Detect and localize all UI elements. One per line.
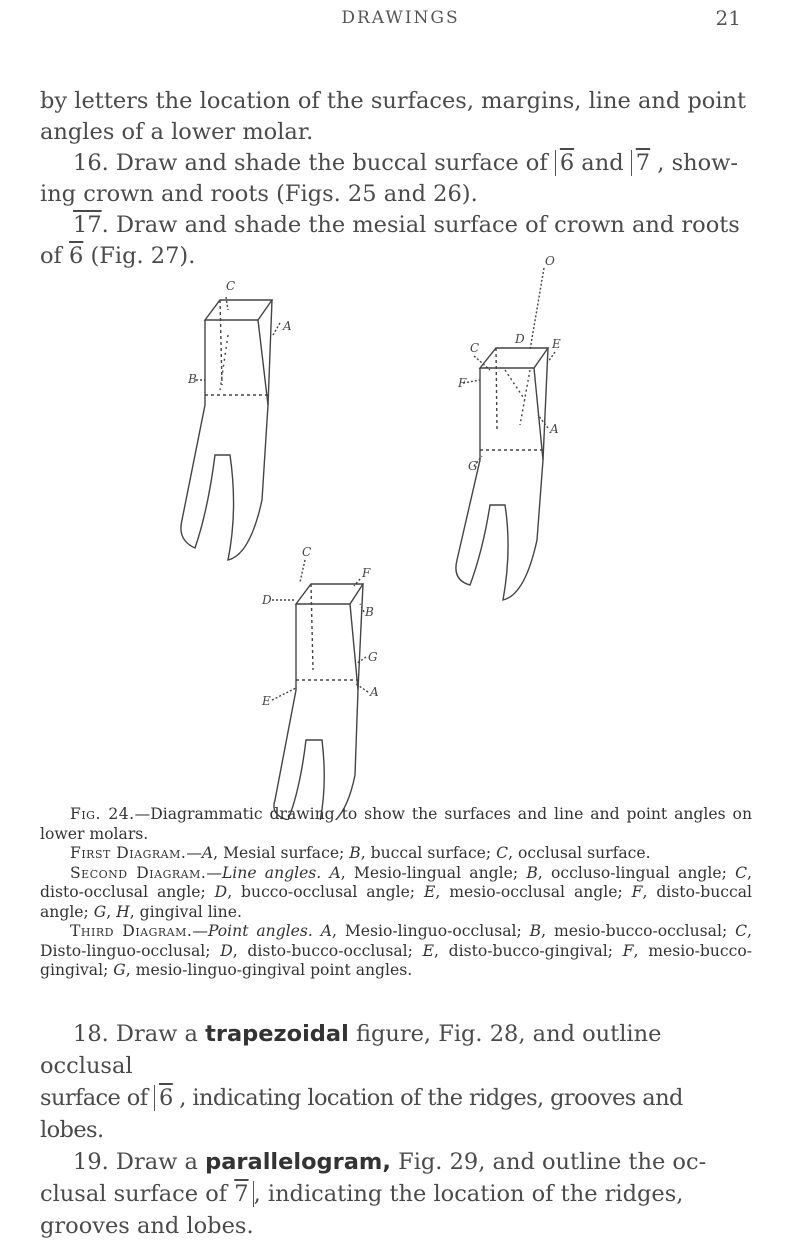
bold-term: trapezoidal (205, 1021, 349, 1047)
caption-lead (40, 805, 752, 844)
caption-text: —Diagrammatic drawing to show the surfaces and line and point angles on lower molars. (40, 805, 752, 843)
caption-text: , (106, 902, 117, 921)
d2-label-o: O (545, 254, 555, 268)
caption-text: , Mesial surface; (213, 844, 350, 862)
lower-paragraphs (40, 1018, 752, 1242)
caption-title: Third Diagram. (70, 922, 193, 940)
caption-letter: B (526, 863, 538, 882)
d2-occlusal-outline (480, 348, 548, 368)
caption-text: — (206, 863, 222, 882)
caption-letter: D (220, 941, 233, 960)
caption-letter: D (214, 883, 228, 901)
text-line (40, 1178, 683, 1210)
tooth-number: 7 (234, 1181, 253, 1207)
caption-text: , disto-occlusal angle; (40, 863, 752, 901)
d3-occlusal-outline (296, 584, 363, 604)
caption-letter: G (113, 961, 126, 979)
text-run: , show- (650, 150, 739, 176)
diagram-2-line-angles (456, 254, 561, 600)
caption-text: , mesio-bucco-occlusal; (541, 922, 736, 940)
text-run: 18. Draw a (73, 1021, 206, 1047)
caption-letter: E (422, 941, 434, 960)
caption-text: , bucco-occlusal angle; (227, 883, 424, 901)
caption-text: , mesio-linguo-gingival point angles. (125, 961, 413, 979)
diagram-3-point-angles (261, 545, 379, 820)
text-run: figure, Fig. 28, and outline occlusal (40, 1021, 662, 1079)
text-line: ing crown and roots (Figs. 25 and 26). (40, 181, 478, 207)
caption-subtitle: Point angles. (207, 922, 313, 940)
caption-second-diagram (40, 864, 752, 923)
caption-text: , mesio-occlusal angle; (435, 883, 632, 901)
d3-label-g: G (368, 650, 378, 664)
caption-text: , Disto-linguo-occlusal; (40, 922, 752, 960)
figure-caption (40, 805, 752, 981)
caption-letter: F (631, 883, 643, 901)
paragraph-number: 17 (73, 212, 102, 238)
text-line: grooves and lobes. (40, 1213, 254, 1239)
d3-label-f: F (362, 566, 371, 580)
text-run: and (574, 150, 631, 176)
tooth-number: 7 (631, 150, 650, 176)
caption-letter: A (201, 844, 214, 862)
d1-label-right: A (283, 319, 292, 333)
d3-label-d: D (262, 593, 272, 607)
d1-label-left: B (188, 372, 197, 386)
text-run: surface of (40, 1085, 155, 1111)
d3-label-c: C (302, 545, 312, 559)
caption-text: , occlusal surface. (508, 844, 651, 862)
paragraph-18 (40, 1018, 752, 1146)
text-run: 19. Draw a (73, 1149, 206, 1175)
caption-subtitle: Line angles. (221, 863, 322, 882)
tooth-number: 6 (69, 243, 84, 269)
d2-label-f: F (458, 376, 467, 390)
d3-label-b: B (365, 605, 374, 619)
d1-occlusal-outline (205, 300, 272, 320)
text-run: , indicating the location of the ridges, (253, 1181, 684, 1207)
text-run: of (40, 243, 70, 269)
text-run: (Fig. 27). (83, 243, 196, 269)
caption-third-diagram (40, 922, 752, 981)
caption-text: , Mesio-lingual angle; (340, 863, 527, 882)
caption-text: — (186, 844, 202, 862)
text-run: clusal surface of (40, 1181, 235, 1207)
tooth-number: 6 (154, 1085, 173, 1111)
caption-letter: G (93, 902, 107, 921)
caption-letter: C (496, 844, 509, 862)
text-run: . Draw and shade the mesial surface of crown and roots (101, 212, 740, 238)
caption-text: , mesio-bucco-gingival; (40, 941, 753, 979)
d3-label-a: A (370, 685, 379, 699)
page-number: 21 (715, 6, 741, 30)
caption-text: , buccal surface; (360, 844, 497, 862)
text-line: by letters the location of the surfaces, margins, line and point (40, 88, 747, 114)
d1-buccal-outline (181, 320, 268, 560)
d2-label-d: D (515, 332, 525, 346)
d2-hidden-lines (480, 348, 543, 450)
caption-text: , gingival line. (129, 902, 242, 921)
d3-label-e: E (262, 694, 271, 708)
d3-hidden-lines (296, 584, 358, 680)
caption-first-diagram (40, 844, 752, 864)
caption-letter: A (320, 922, 332, 940)
d2-buccal-outline (456, 368, 543, 600)
caption-letter: F (622, 941, 634, 960)
d3-mesial-edge (358, 584, 363, 690)
bold-term: parallelogram, (205, 1149, 391, 1175)
caption-letter: C (735, 922, 748, 940)
running-head: DRAWINGS (341, 8, 460, 28)
d1-mesial-edge (268, 300, 272, 405)
caption-letter: B (529, 922, 542, 940)
caption-text: , disto-bucco-gingival; (433, 941, 623, 960)
diagram-1-surfaces (181, 279, 292, 560)
tooth-number: 6 (555, 150, 574, 176)
text-run: , indicating location of the ridges, grooves and lobes. (40, 1085, 683, 1143)
d1-label-top: C (226, 279, 236, 293)
d2-mesial-edge (543, 348, 548, 460)
caption-text: — (192, 922, 208, 940)
caption-text: , Mesio-linguo-occlusal; (332, 922, 530, 940)
d3-buccal-outline (274, 604, 358, 820)
caption-letter: B (349, 844, 361, 862)
caption-letter: C (735, 863, 748, 882)
caption-text: , disto-buccal angle; (40, 883, 752, 921)
d3-leader-lines (272, 560, 368, 700)
text-run: Fig. 29, and outline the oc- (390, 1149, 707, 1175)
text-line (40, 1082, 752, 1146)
d2-dashed-lines (505, 370, 530, 425)
caption-text: , occluso-lingual angle; (537, 863, 736, 882)
caption-text: , disto-bucco-occlusal; (232, 941, 423, 960)
text-line: angles of a lower molar. (40, 119, 314, 145)
caption-letter: E (423, 883, 436, 901)
d1-hidden-lines (205, 300, 268, 395)
caption-title: First Diagram. (70, 844, 187, 862)
d2-label-a: A (550, 422, 559, 436)
d2-label-g: G (468, 459, 478, 473)
caption-fig-label: Fig. 24. (70, 805, 135, 823)
d2-label-c: C (470, 341, 480, 355)
d2-label-e: E (552, 337, 561, 351)
text-run: 16. Draw and shade the buccal surface of (73, 150, 555, 176)
d1-leader-lines (196, 297, 280, 380)
caption-letter: A (329, 863, 341, 882)
caption-title: Second Diagram. (70, 863, 207, 882)
caption-letter: H (116, 902, 130, 921)
paragraph-19 (40, 1146, 752, 1242)
